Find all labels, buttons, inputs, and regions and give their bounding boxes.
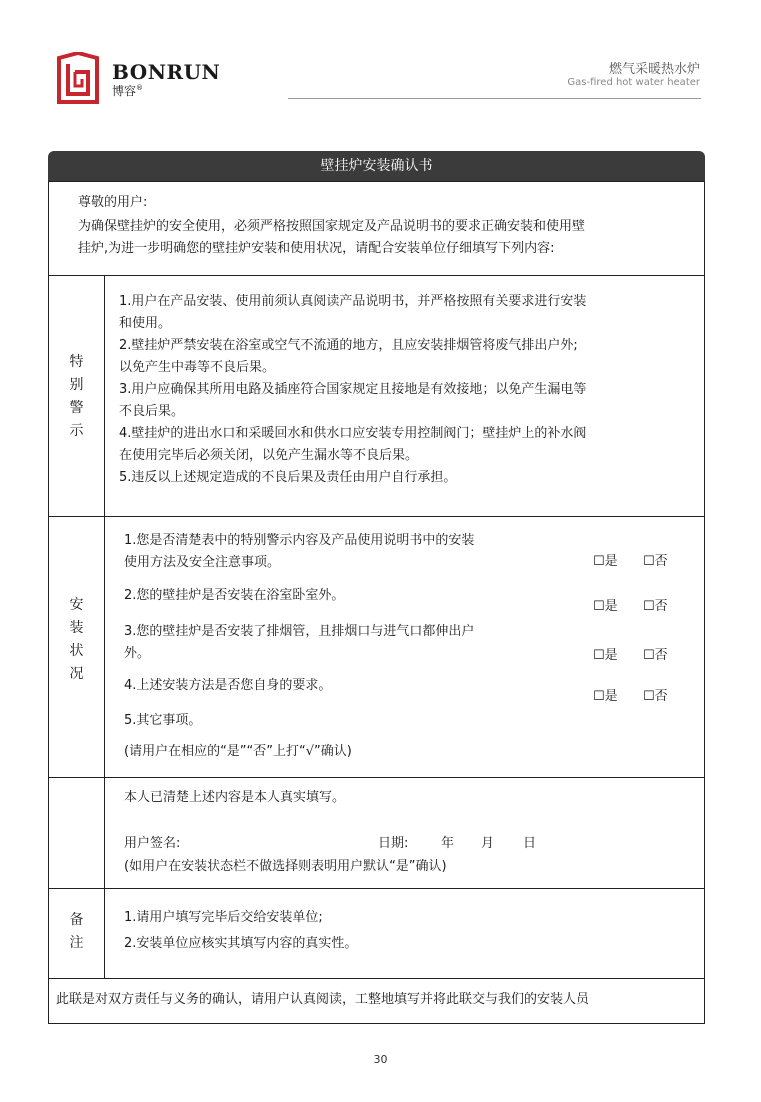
column-divider [104,517,105,777]
footer-statement-row [48,978,705,1024]
bonrun-logo-icon [55,52,101,104]
day-label: 日 [523,836,537,851]
special-warning-label: 特 别 警 示 [69,354,84,439]
q3-no-checkbox[interactable]: ☐否 [643,648,668,663]
q1-no-checkbox[interactable]: ☐否 [643,554,668,569]
question-5: 5.其它事项。 [124,713,202,728]
check-instruction: (请用户在相应的“是”“否”上打“√”确认) [124,744,352,759]
special-warning-row [48,275,705,517]
q4-no-checkbox[interactable]: ☐否 [643,689,668,704]
q4-yes-checkbox[interactable]: ☐是 [593,689,618,704]
greeting: 尊敬的用户: [78,195,148,210]
installation-status-row [48,516,705,778]
notes-label: 备 注 [69,912,84,951]
brand-name-en: BONRUN [112,60,221,84]
q2-no-checkbox[interactable]: ☐否 [643,599,668,614]
question-1: 1.您是否清楚表中的特别警示内容及产品使用说明书中的安装 使用方法及安全注意事项。 [124,533,475,570]
column-divider [104,276,105,516]
installation-status-label: 安 装 状 况 [69,597,84,682]
column-divider [104,889,105,978]
q3-yes-checkbox[interactable]: ☐是 [593,648,618,663]
warning-text: 1.用户在产品安装、使用前须认真阅读产品说明书，并严格按照有关要求进行安装 和使用。 2.壁挂炉严禁安装在浴室或空气不流通的地方，且应安装排烟管将废气排出户外; 以免产生中毒等不良后果。 3.用户应确保其所用电路及插座符合国家规定且接地是有效接地；以免产生漏电等 不良后果。 4.壁挂炉的进出水口和采暖回水和供水口应安装专用控制阀门；壁挂炉上的补水阀 在使用完毕后必须关闭，以免产生漏水等不良后果。 5.违反以上述规定造成的不良后果及责任由用户自行承担。 [119,294,587,485]
note-1: 1.请用户填写完毕后交给安装单位; [124,910,323,925]
footer-statement: 此联是对双方责任与义务的确认，请用户认真阅读，工整地填写并将此联交与我们的安装人员 [56,992,590,1007]
month-label: 月 [481,836,495,851]
signature-label: 用户签名: [124,836,181,851]
signature-row [48,777,705,889]
product-name-cn: 燃气采暖热水炉 [608,62,700,77]
signature-field[interactable] [209,833,374,855]
q2-yes-checkbox[interactable]: ☐是 [593,599,618,614]
intro-line-1: 为确保壁挂炉的安全使用，必须严格按照国家规定及产品说明书的要求正确安装和使用壁 [78,219,586,234]
column-divider [104,778,105,888]
form-title: 壁挂炉安装确认书 [320,158,433,174]
page-number: 30 [373,1053,388,1066]
intro-line-2: 挂炉,为进一步明确您的壁挂炉安装和使用状况，请配合安装单位仔细填写下列内容: [78,241,555,256]
intro-section [48,181,705,276]
default-note: (如用户在安装状态栏不做选择则表明用户默认“是”确认) [124,859,447,874]
question-4: 4.上述安装方法是否您自身的要求。 [124,678,332,693]
question-2: 2.您的壁挂炉是否安装在浴室卧室外。 [124,588,345,603]
date-label: 日期: [378,836,409,851]
question-3: 3.您的壁挂炉是否安装了排烟管，且排烟口与进气口都伸出户 外。 [124,624,475,661]
confirm-statement: 本人已清楚上述内容是本人真实填写。 [124,790,346,805]
year-label: 年 [441,836,455,851]
header-divider [288,98,701,99]
notes-row [48,888,705,979]
q1-yes-checkbox[interactable]: ☐是 [593,554,618,569]
brand-name-cn: 博容® [112,84,144,98]
note-2: 2.安装单位应核实其填写内容的真实性。 [124,936,358,951]
product-name-en: Gas-fired hot water heater [567,77,700,88]
form-title-bar [48,151,705,181]
